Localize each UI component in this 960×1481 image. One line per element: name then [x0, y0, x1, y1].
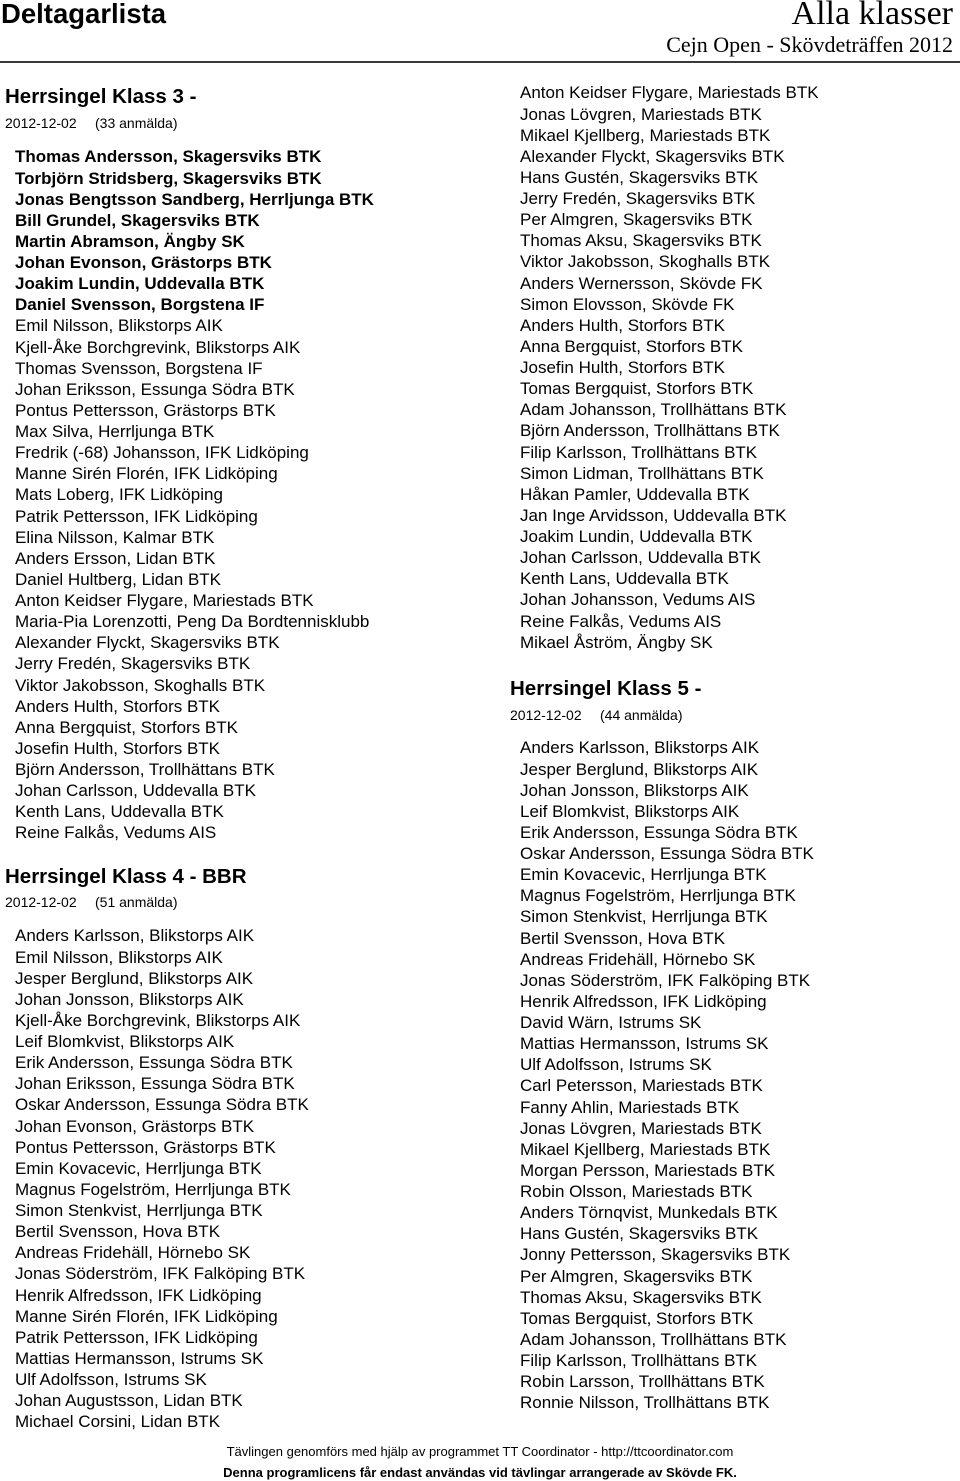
- class-heading: Herrsingel Klass 4 - BBR: [5, 865, 247, 888]
- participant-entry: Anders Hulth, Storfors BTK: [15, 696, 221, 716]
- participant-entry: Ulf Adolfsson, Istrums SK: [15, 1370, 207, 1390]
- class-meta: [510, 706, 683, 724]
- participant-entry: Michael Corsini, Lidan BTK: [15, 1412, 221, 1432]
- class-meta: [5, 893, 178, 911]
- participant-entry: Magnus Fogelström, Herrljunga BTK: [15, 1179, 291, 1199]
- participant-entry: Adam Johansson, Trollhättans BTK: [520, 1329, 787, 1349]
- participant-entry: Josefin Hulth, Storfors BTK: [15, 738, 221, 758]
- participant-entry: Emil Nilsson, Blikstorps AIK: [15, 947, 223, 967]
- participant-entry: Thomas Svensson, Borgstena IF: [15, 358, 263, 378]
- participant-entry: Johan Jonsson, Blikstorps AIK: [520, 780, 749, 800]
- participant-entry: Anna Bergquist, Storfors BTK: [15, 717, 238, 737]
- participant-entry: Joakim Lundin, Uddevalla BTK: [520, 527, 753, 547]
- participant-entry: Erik Andersson, Essunga Södra BTK: [520, 822, 798, 842]
- participant-entry: Tomas Bergquist, Storfors BTK: [520, 1308, 754, 1328]
- participant-entry: Bertil Svensson, Hova BTK: [15, 1222, 221, 1242]
- participant-entry: Anders Wernersson, Skövde FK: [520, 273, 763, 293]
- participant-entry: Per Almgren, Skagersviks BTK: [520, 210, 753, 230]
- event-name: Cejn Open - Skövdeträffen 2012: [666, 32, 953, 57]
- participant-entry: Anders Törnqvist, Munkedals BTK: [520, 1203, 778, 1223]
- participant-entry: Carl Petersson, Mariestads BTK: [520, 1076, 763, 1096]
- participant-entry: Max Silva, Herrljunga BTK: [15, 422, 215, 442]
- participant-entry: Jonas Söderström, IFK Falköping BTK: [520, 970, 811, 990]
- participant-entry: Emil Nilsson, Blikstorps AIK: [15, 316, 223, 336]
- participant-entry: Reine Falkås, Vedums AIS: [520, 611, 722, 631]
- participant-entry: Bill Grundel, Skagersviks BTK: [15, 210, 260, 230]
- participant-entry: Mattias Hermansson, Istrums SK: [520, 1034, 769, 1054]
- participant-entry: Erik Andersson, Essunga Södra BTK: [15, 1053, 293, 1073]
- participant-entry: Jesper Berglund, Blikstorps AIK: [520, 759, 759, 779]
- participant-entry: Hans Gustén, Skagersviks BTK: [520, 167, 759, 187]
- participant-entry: Reine Falkås, Vedums AIS: [15, 823, 217, 843]
- participant-entry: Daniel Hultberg, Lidan BTK: [15, 569, 222, 589]
- participant-entry: Magnus Fogelström, Herrljunga BTK: [520, 886, 796, 906]
- participant-entry: Oskar Andersson, Essunga Södra BTK: [15, 1095, 309, 1115]
- participant-entry: Adam Johansson, Trollhättans BTK: [520, 400, 787, 420]
- participant-entry: Johan Augustsson, Lidan BTK: [15, 1391, 243, 1411]
- participant-entry: Per Almgren, Skagersviks BTK: [520, 1266, 753, 1286]
- participant-entry: Alexander Flyckt, Skagersviks BTK: [520, 146, 785, 166]
- class-date: 2012-12-02: [5, 894, 77, 910]
- participant-entry: Anders Ersson, Lidan BTK: [15, 548, 216, 568]
- participant-entry: Mikael Kjellberg, Mariestads BTK: [520, 1139, 771, 1159]
- class-date: 2012-12-02: [510, 707, 582, 723]
- participant-entry: Simon Elovsson, Skövde FK: [520, 294, 735, 314]
- participant-entry: Andreas Fridehäll, Hörnebo SK: [15, 1243, 251, 1263]
- participant-entry: Viktor Jakobsson, Skoghalls BTK: [520, 252, 771, 272]
- participant-entry: Mikael Kjellberg, Mariestads BTK: [520, 125, 771, 145]
- participant-entry: Thomas Andersson, Skagersviks BTK: [15, 147, 322, 167]
- participant-entry: Johan Eriksson, Essunga Södra BTK: [15, 1074, 295, 1094]
- participant-entry: Manne Sirén Florén, IFK Lidköping: [15, 1306, 278, 1326]
- class-heading: Herrsingel Klass 5 -: [510, 677, 702, 700]
- participant-entry: Manne Sirén Florén, IFK Lidköping: [15, 464, 278, 484]
- participant-entry: Bertil Svensson, Hova BTK: [520, 928, 726, 948]
- participant-entry: Ronnie Nilsson, Trollhättans BTK: [520, 1393, 770, 1413]
- participant-entry: Joakim Lundin, Uddevalla BTK: [15, 274, 265, 294]
- class-date: 2012-12-02: [5, 115, 77, 131]
- participant-entry: Simon Lidman, Trollhättans BTK: [520, 463, 764, 483]
- participant-entry: Anna Bergquist, Storfors BTK: [520, 336, 743, 356]
- participant-entry: Elina Nilsson, Kalmar BTK: [15, 527, 215, 547]
- participant-entry: Fredrik (-68) Johansson, IFK Lidköping: [15, 443, 309, 463]
- participant-entry: Pontus Pettersson, Grästorps BTK: [15, 1137, 276, 1157]
- participant-entry: Johan Carlsson, Uddevalla BTK: [520, 548, 761, 568]
- participant-entry: Johan Evonson, Grästorps BTK: [15, 1116, 255, 1136]
- participant-entry: Jerry Fredén, Skagersviks BTK: [15, 654, 251, 674]
- participant-entry: Thomas Aksu, Skagersviks BTK: [520, 1287, 762, 1307]
- participant-entry: Filip Karlsson, Trollhättans BTK: [520, 442, 758, 462]
- participant-entry: Jonas Lövgren, Mariestads BTK: [520, 104, 762, 124]
- participant-entry: Filip Karlsson, Trollhättans BTK: [520, 1351, 758, 1371]
- participant-entry: Mikael Åström, Ängby SK: [520, 632, 713, 652]
- participant-list: [15, 925, 309, 1432]
- participant-entry: Simon Stenkvist, Herrljunga BTK: [15, 1201, 263, 1221]
- participant-entry: Jan Inge Arvidsson, Uddevalla BTK: [520, 505, 787, 525]
- participant-entry: Emin Kovacevic, Herrljunga BTK: [520, 865, 767, 885]
- participant-entry: Fanny Ahlin, Mariestads BTK: [520, 1097, 740, 1117]
- participant-entry: Kenth Lans, Uddevalla BTK: [520, 569, 729, 589]
- participant-entry: Patrik Pettersson, IFK Lidköping: [15, 1327, 258, 1347]
- participant-entry: Johan Evonson, Grästorps BTK: [15, 253, 272, 273]
- classes-scope-label: Alla klasser: [791, 0, 953, 32]
- class-heading: Herrsingel Klass 3 -: [5, 85, 197, 108]
- class-meta: [5, 114, 178, 132]
- participant-entry: David Wärn, Istrums SK: [520, 1013, 702, 1033]
- participant-entry: Anders Karlsson, Blikstorps AIK: [520, 738, 760, 758]
- participant-entry: Josefin Hulth, Storfors BTK: [520, 358, 726, 378]
- participant-list: [520, 737, 814, 1413]
- participant-entry: Mats Loberg, IFK Lidköping: [15, 485, 223, 505]
- participant-list-continued: [520, 82, 819, 652]
- participant-entry: Martin Abramson, Ängby SK: [15, 231, 245, 251]
- participant-entry: Leif Blomkvist, Blikstorps AIK: [15, 1032, 235, 1052]
- participant-entry: Björn Andersson, Trollhättans BTK: [15, 760, 275, 780]
- participant-entry: Hans Gustén, Skagersviks BTK: [520, 1224, 759, 1244]
- participant-entry: Emin Kovacevic, Herrljunga BTK: [15, 1158, 262, 1178]
- footer-license-note: Denna programlicens får endast användas vid tävlingar arrangerade av Skövde FK.: [223, 1465, 737, 1480]
- participant-entry: Johan Jonsson, Blikstorps AIK: [15, 989, 244, 1009]
- participant-entry: Henrik Alfredsson, IFK Lidköping: [15, 1285, 262, 1305]
- participant-entry: Jonas Lövgren, Mariestads BTK: [520, 1118, 762, 1138]
- participant-entry: Jonny Pettersson, Skagersviks BTK: [520, 1245, 791, 1265]
- participant-entry: Anton Keidser Flygare, Mariestads BTK: [520, 83, 819, 103]
- participant-entry: Johan Johansson, Vedums AIS: [520, 590, 756, 610]
- participant-entry: Leif Blomkvist, Blikstorps AIK: [520, 801, 740, 821]
- participant-entry: Kjell-Åke Borchgrevink, Blikstorps AIK: [15, 1010, 301, 1030]
- registration-count: (33 anmälda): [95, 115, 178, 131]
- participant-entry: Andreas Fridehäll, Hörnebo SK: [520, 949, 756, 969]
- footer-software-note: Tävlingen genomförs med hjälp av programmet TT Coordinator - http://ttcoordinator.com: [226, 1444, 734, 1459]
- participant-entry: Thomas Aksu, Skagersviks BTK: [520, 231, 762, 251]
- participant-entry: Pontus Pettersson, Grästorps BTK: [15, 400, 276, 420]
- participant-entry: Anders Hulth, Storfors BTK: [520, 315, 726, 335]
- participant-entry: Björn Andersson, Trollhättans BTK: [520, 421, 780, 441]
- participant-entry: Jesper Berglund, Blikstorps AIK: [15, 968, 254, 988]
- participant-entry: Torbjörn Stridsberg, Skagersviks BTK: [15, 168, 322, 188]
- participant-list: [15, 146, 374, 843]
- participant-entry: Anton Keidser Flygare, Mariestads BTK: [15, 591, 314, 611]
- registration-count: (44 anmälda): [600, 707, 683, 723]
- participant-entry: Oskar Andersson, Essunga Södra BTK: [520, 844, 814, 864]
- document-title: Deltagarlista: [1, 0, 167, 29]
- participant-entry: Tomas Bergquist, Storfors BTK: [520, 379, 754, 399]
- participant-entry: Viktor Jakobsson, Skoghalls BTK: [15, 675, 266, 695]
- participant-entry: Morgan Persson, Mariestads BTK: [520, 1160, 776, 1180]
- participant-entry: Johan Carlsson, Uddevalla BTK: [15, 781, 256, 801]
- participant-entry: Alexander Flyckt, Skagersviks BTK: [15, 633, 280, 653]
- participant-entry: Håkan Pamler, Uddevalla BTK: [520, 484, 750, 504]
- participant-entry: Mattias Hermansson, Istrums SK: [15, 1348, 264, 1368]
- participant-entry: Henrik Alfredsson, IFK Lidköping: [520, 991, 767, 1011]
- registration-count: (51 anmälda): [95, 894, 178, 910]
- participant-entry: Robin Larsson, Trollhättans BTK: [520, 1372, 765, 1392]
- participant-entry: Johan Eriksson, Essunga Södra BTK: [15, 379, 295, 399]
- participant-entry: Simon Stenkvist, Herrljunga BTK: [520, 907, 768, 927]
- participant-entry: Daniel Svensson, Borgstena IF: [15, 295, 265, 315]
- participant-entry: Robin Olsson, Mariestads BTK: [520, 1182, 753, 1202]
- participant-entry: Jonas Bengtsson Sandberg, Herrljunga BTK: [15, 189, 374, 209]
- participant-entry: Patrik Pettersson, IFK Lidköping: [15, 506, 258, 526]
- header-rule: [0, 61, 960, 63]
- participant-entry: Maria-Pia Lorenzotti, Peng Da Bordtennisklubb: [15, 612, 370, 632]
- participant-entry: Kjell-Åke Borchgrevink, Blikstorps AIK: [15, 337, 301, 357]
- participant-entry: Kenth Lans, Uddevalla BTK: [15, 802, 224, 822]
- participant-entry: Jonas Söderström, IFK Falköping BTK: [15, 1264, 306, 1284]
- participant-entry: Jerry Fredén, Skagersviks BTK: [520, 189, 756, 209]
- participant-entry: Anders Karlsson, Blikstorps AIK: [15, 926, 255, 946]
- participant-entry: Ulf Adolfsson, Istrums SK: [520, 1055, 712, 1075]
